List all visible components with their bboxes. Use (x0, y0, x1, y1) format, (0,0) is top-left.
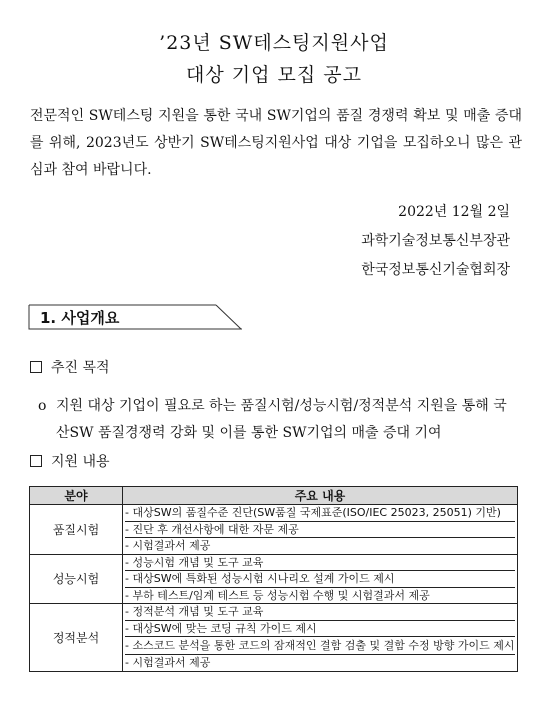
intro-paragraph: 전문적인 SW테스팅 지원을 통한 국내 SW기업의 품질 경쟁력 확보 및 매출 증대를 위해, 2023년도 상반기 SW테스팅지원사업 대상 기업을 모집하오니 많은 관심과 참여 바랍니다. (30, 108, 522, 178)
row-category: 품질시험 (30, 505, 123, 555)
announcement-date: 2022년 12월 2일 (398, 204, 510, 220)
table-header-row (30, 487, 518, 505)
list-item: - 소스코드 분석을 통한 코드의 잠재적인 결함 검출 및 결함 수정 방향 가이드 제시 (125, 636, 515, 654)
title-line-2: 대상 기업 모집 공고 (186, 64, 362, 86)
list-item: - 대상SW에 맞는 코딩 규칙 가이드 제시 (125, 620, 515, 637)
table-row (30, 604, 518, 672)
header-content: 주요 내용 (123, 487, 518, 505)
row-content (123, 554, 518, 604)
table-row (30, 505, 518, 555)
section-heading (28, 304, 242, 330)
square-bullet-icon (30, 361, 42, 373)
list-item: - 시험결과서 제공 (125, 537, 515, 554)
list-item: - 대상SW에 특화된 성능시험 시나리오 설계 가이드 제시 (125, 570, 515, 587)
purpose-heading-text: 추진 목적 (51, 360, 110, 376)
list-item: - 정적분석 개념 및 도구 교육 (125, 605, 264, 618)
list-item: - 진단 후 개선사항에 대한 자문 제공 (125, 521, 515, 538)
section-title: 1. 사업개요 (40, 309, 120, 327)
issuer-ministry: 과학기술정보통신부장관 (361, 233, 510, 249)
purpose-bullet (38, 393, 516, 447)
support-heading (30, 451, 110, 471)
header-field: 분야 (30, 487, 123, 505)
title-line-1: ’23년 SW테스팅지원사업 (159, 32, 389, 54)
list-item: - 부하 테스트/임계 테스트 등 성능시험 수행 및 시험결과서 제공 (125, 587, 515, 604)
issuer-association: 한국정보통신기술협회장 (361, 262, 510, 278)
list-item: - 성능시험 개념 및 도구 교육 (125, 555, 264, 569)
row-content (123, 505, 518, 555)
row-category: 성능시험 (30, 554, 123, 604)
purpose-heading (30, 357, 110, 377)
list-item: - 대상SW의 품질수준 진단(SW품질 국제표준(ISO/IEC 25023, 25051) 기반) (125, 506, 501, 519)
row-content (123, 604, 518, 672)
row-category: 정적분석 (30, 604, 123, 672)
circle-bullet-icon: o (38, 398, 47, 414)
support-table (29, 486, 518, 672)
list-item: - 시험결과서 제공 (125, 654, 515, 671)
support-heading-text: 지원 내용 (51, 454, 110, 470)
table-row (30, 554, 518, 604)
purpose-text: 지원 대상 기업이 필요로 하는 품질시험/성능시험/정적분석 지원을 통해 국산SW 품질경쟁력 강화 및 이를 통한 SW기업의 매출 증대 기여 (56, 398, 507, 441)
square-bullet-icon (30, 455, 42, 467)
